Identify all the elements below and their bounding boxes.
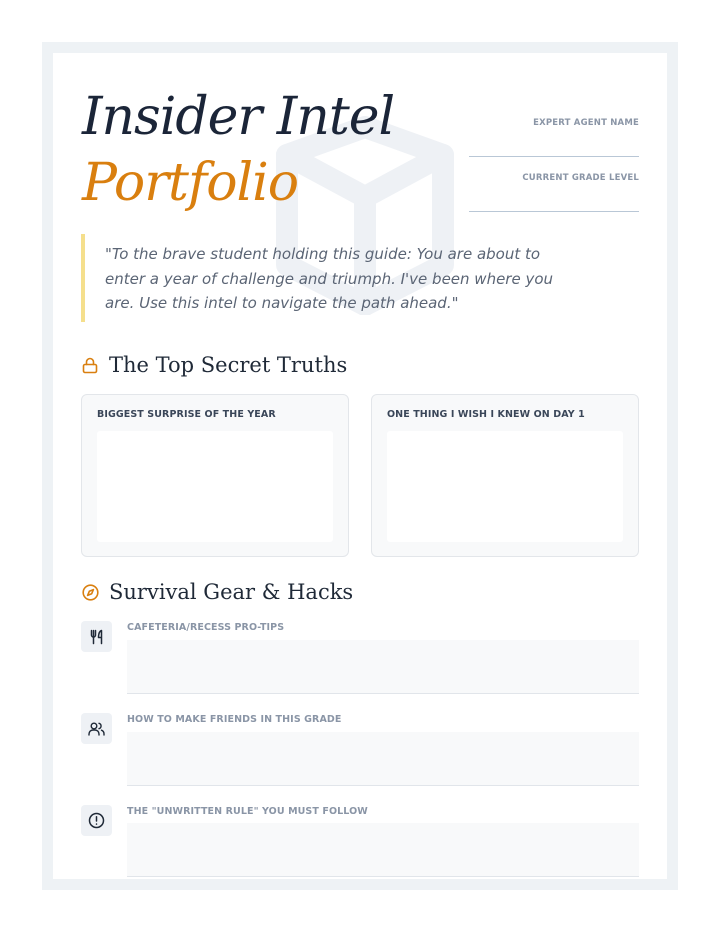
unwritten-rule-label: THE "UNWRITTEN RULE" YOU MUST FOLLOW	[127, 806, 368, 817]
alert-circle-icon	[81, 805, 112, 836]
wish-card	[371, 394, 639, 557]
portfolio-sheet	[53, 53, 667, 879]
survival-heading	[81, 580, 353, 604]
make-friends-label: HOW TO MAKE FRIENDS IN THIS GRADE	[127, 714, 342, 725]
cafeteria-tips-field[interactable]	[127, 640, 639, 694]
mentor-quote: "To the brave student holding this guide: You are about to enter a year of challenge and triumph. I've been where you are. Use this intel to navigate the path ahead."	[81, 234, 581, 322]
wish-answer-box[interactable]	[387, 431, 623, 542]
survival-title: Survival Gear & Hacks	[109, 580, 354, 604]
secret-truths-title: The Top Secret Truths	[109, 353, 348, 377]
title-line-2: Portfolio	[82, 153, 299, 213]
wish-card-label: ONE THING I WISH I KNEW ON DAY 1	[387, 409, 585, 420]
agent-name-field[interactable]	[469, 156, 639, 157]
title-line-1: Insider Intel	[82, 87, 395, 147]
grade-level-field[interactable]	[469, 211, 639, 212]
make-friends-field[interactable]	[127, 732, 639, 786]
unwritten-rule-field[interactable]	[127, 823, 639, 877]
agent-name-label: EXPERT AGENT NAME	[533, 118, 639, 128]
surprise-answer-box[interactable]	[97, 431, 333, 542]
cafeteria-tips-label: CAFETERIA/RECESS PRO-TIPS	[127, 622, 285, 633]
secret-truths-heading	[81, 353, 347, 377]
surprise-card	[81, 394, 349, 557]
users-icon	[81, 713, 112, 744]
compass-icon	[81, 583, 99, 601]
lock-icon	[81, 356, 99, 374]
utensils-icon	[81, 621, 112, 652]
grade-level-label: CURRENT GRADE LEVEL	[522, 173, 639, 183]
surprise-card-label: BIGGEST SURPRISE OF THE YEAR	[97, 409, 276, 420]
